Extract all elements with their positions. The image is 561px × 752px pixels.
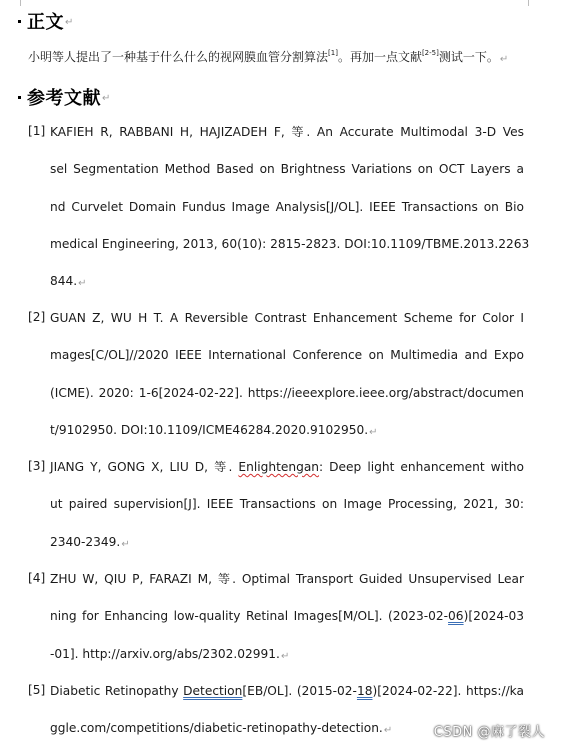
citation-1[interactable]: [1] (328, 49, 338, 57)
reference-line-text: 844. (50, 274, 78, 288)
reference-label: [4] (28, 571, 46, 585)
grammar-flag-word[interactable]: Detection (183, 684, 243, 698)
reference-line-text: -01]. http://arxiv.org/abs/2302.02991. (50, 647, 280, 661)
body-text-a: 小明等人提出了一种基于什么什么的视网膜血管分割算法 (28, 50, 329, 64)
heading-body-text: 正文 (27, 12, 64, 33)
reference-text: ning for Enhancing low-quality Retinal Images[M/OL]. (2023-02- (50, 609, 449, 623)
grammar-flag-word[interactable]: 18 (356, 684, 373, 698)
paragraph-mark-icon: ↵ (280, 651, 290, 662)
body-text-c: 测试一下。 (438, 50, 499, 64)
paragraph-mark-icon: ↵ (102, 92, 111, 104)
body-paragraph[interactable] (28, 48, 508, 65)
reference-label: [5] (28, 683, 46, 697)
reference-line-text: 2340-2349. (50, 535, 121, 549)
reference-line: ZHU W, QIU P, FARAZI M, 等. Optimal Transport Guided Unsupervised Lear (50, 572, 524, 586)
csdn-watermark: CSDN @麻了裂人 (433, 725, 545, 740)
reference-line-last (50, 646, 524, 662)
reference-line (50, 459, 524, 475)
reference-line (50, 683, 524, 699)
reference-label: [1] (28, 124, 46, 138)
crop-mark-top-right (528, 0, 543, 6)
heading-body[interactable] (18, 8, 73, 34)
reference-line: nd Curvelet Domain Fundus Image Analysis[J/OL]. IEEE Transactions on Bio (50, 200, 524, 214)
reference-line: (ICME). 2020: 1-6[2024-02-22]. https://ieeexplore.ieee.org/abstract/documen (50, 386, 524, 400)
reference-label: [2] (28, 310, 46, 324)
reference-line: sel Segmentation Method Based on Brightness Variations on OCT Layers a (50, 162, 524, 176)
reference-label: [3] (28, 459, 46, 473)
reference-line: mages[C/OL]//2020 IEEE International Conference on Multimedia and Expo (50, 348, 524, 362)
heading-references-text: 参考文献 (27, 88, 101, 109)
reference-line-text: t/9102950. DOI:10.1109/ICME46284.2020.9102950. (50, 423, 369, 437)
reference-line: GUAN Z, WU H T. A Reversible Contrast Enhancement Scheme for Color I (50, 311, 524, 325)
reference-text: )[2024-03 (463, 609, 524, 623)
reference-line: KAFIEH R, RABBANI H, HAJIZADEH F, 等. An Accurate Multimodal 3-D Ves (50, 125, 524, 139)
reference-text: [EB/OL]. (2015-02- (242, 684, 357, 698)
paragraph-mark-icon: ↵ (65, 16, 74, 28)
heading-references[interactable] (18, 84, 110, 110)
paragraph-mark-icon: ↵ (78, 278, 87, 289)
paragraph-mark-icon: ↵ (499, 54, 509, 65)
reference-text: JIANG Y, GONG X, LIU D, 等. (50, 460, 239, 474)
crop-mark-top-left (6, 0, 21, 6)
paragraph-mark-icon: ↵ (369, 427, 378, 438)
heading-bullet-icon (18, 96, 21, 99)
reference-text: )[2024-02-22]. https://ka (372, 684, 524, 698)
paragraph-mark-icon: ↵ (383, 725, 393, 736)
heading-bullet-icon (18, 20, 21, 23)
reference-line (50, 608, 524, 624)
paragraph-mark-icon: ↵ (121, 539, 130, 550)
reference-line: medical Engineering, 2013, 60(10): 2815-2823. DOI:10.1109/TBME.2013.2263 (50, 237, 530, 251)
reference-line-text: ggle.com/competitions/diabetic-retinopathy-detection. (50, 721, 383, 735)
reference-line-last (50, 273, 524, 289)
grammar-flag-word[interactable]: 06 (448, 609, 464, 623)
reference-line: ut paired supervision[J]. IEEE Transactions on Image Processing, 2021, 30: (50, 497, 524, 511)
reference-text: : Deep light enhancement witho (319, 460, 524, 474)
reference-line-last (50, 534, 524, 550)
spellcheck-word[interactable]: Enlightengan (238, 460, 320, 474)
reference-line-last (50, 422, 524, 438)
reference-text: Diabetic Retinopathy (50, 684, 184, 698)
body-text-b: 。再加一点文献 (337, 50, 422, 64)
citation-2-5[interactable]: [2-5] (421, 49, 439, 57)
